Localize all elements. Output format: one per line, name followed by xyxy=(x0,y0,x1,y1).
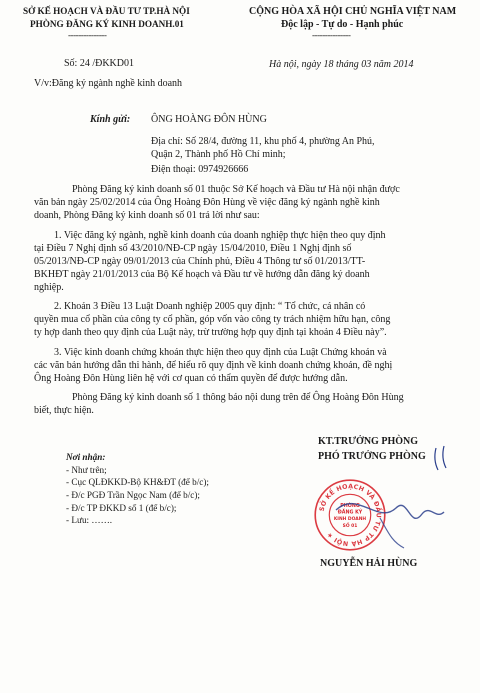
svg-text:ĐĂNG KÝ: ĐĂNG KÝ xyxy=(337,510,363,516)
recipients-item-2: - Cục QLĐKKD-Bộ KH&ĐT (để b/c); xyxy=(66,477,209,487)
recipients-item-4: - Đ/c TP ĐKKD số 1 (để b/c); xyxy=(66,503,177,513)
closing-line-2: biết, thực hiện. xyxy=(34,405,94,416)
svg-text:KINH DOANH: KINH DOANH xyxy=(333,517,367,523)
recipient-phone: Điện thoại: 0974926666 xyxy=(151,164,249,175)
agency-rule: --------------- xyxy=(68,30,107,40)
place-date: Hà nội, ngày 18 tháng 03 năm 2014 xyxy=(269,59,414,70)
intro-line-3: doanh, Phòng Đăng ký kinh doanh số 01 trả lời như sau: xyxy=(34,210,260,221)
item1-line-2: tại Điều 7 Nghị định số 43/2010/NĐ-CP ngày 15/04/2010, Điều 1 Nghị định số xyxy=(34,243,352,254)
recipient-address-2: Quận 2, Thành phố Hồ Chí minh; xyxy=(151,149,286,160)
subject-line: V/v:Đăng ký ngành nghề kinh doanh xyxy=(34,78,183,89)
item1-line-1: 1. Việc đăng ký ngành, nghề kinh doanh của doanh nghiệp thực hiện theo quy định xyxy=(54,230,386,241)
document-number: Số: 24 /ĐKKD01 xyxy=(64,58,135,69)
svg-text:PHÒNG: PHÒNG xyxy=(340,503,360,509)
item3-line-3: Ông Hoàng Đôn Hùng liên hệ với cơ quan có thẩm quyền để được hướng dẫn. xyxy=(34,373,348,384)
agency-name: SỞ KẾ HOẠCH VÀ ĐẦU TƯ TP.HÀ NỘI xyxy=(23,6,190,16)
signer-name: NGUYỄN HẢI HÙNG xyxy=(320,558,418,569)
signature-title-1: KT.TRƯỞNG PHÒNG xyxy=(318,436,418,447)
item1-line-3: 05/2013/NĐ-CP ngày 09/01/2013 của Chính phủ, Điều 4 Thông tư số 01/2013/TT- xyxy=(34,256,366,267)
country-rule: --------------- xyxy=(312,30,351,40)
recipients-item-3: - Đ/c PGĐ Trần Ngọc Nam (để b/c); xyxy=(66,490,200,500)
item2-line-3: ty hợp danh theo quy định của Luật này, trừ trường hợp quy định tại khoản 4 Điều này”. xyxy=(34,327,387,338)
motto: Độc lập - Tự do - Hạnh phúc xyxy=(281,19,404,30)
closing-line-1: Phòng Đăng ký kinh doanh số 1 thông báo nội dung trên để Ông Hoàng Đôn Hùng xyxy=(72,392,404,403)
intro-line-2: văn bản ngày 25/02/2014 của Ông Hoàng Đôn Hùng về việc đăng ký ngành nghề kinh xyxy=(34,197,380,208)
item2-line-1: 2. Khoản 3 Điều 13 Luật Doanh nghiệp 2005 quy định: “ Tổ chức, cá nhân có xyxy=(54,301,366,312)
department-name: PHÒNG ĐĂNG KÝ KINH DOANH.01 xyxy=(30,19,184,29)
handwritten-signature xyxy=(318,470,458,560)
recipient-name: ÔNG HOÀNG ĐÔN HÙNG xyxy=(151,114,267,125)
recipients-item-1: - Như trên; xyxy=(66,465,107,475)
svg-text:SỐ 01: SỐ 01 xyxy=(342,523,358,529)
country-name: CỘNG HÒA XÃ HỘI CHỦ NGHĨA VIỆT NAM xyxy=(249,6,457,17)
svg-text:SỞ KẾ HOẠCH VÀ ĐẦU TƯ TP HÀ NỘ: SỞ KẾ HOẠCH VÀ ĐẦU TƯ TP HÀ NỘI ★ xyxy=(318,483,382,547)
recipient-address-1: Địa chỉ: Số 28/4, đường 11, khu phố 4, phường An Phú, xyxy=(151,136,375,147)
item3-line-2: các văn bản hướng dẫn thi hành, để hiểu rõ quy định về kinh doanh chứng khoán, đề nghị xyxy=(34,360,393,371)
item3-line-1: 3. Việc kinh doanh chứng khoán thực hiện theo quy định của Luật Chứng khoán và xyxy=(54,347,387,358)
recipients-item-5: - Lưu: ……. xyxy=(66,515,113,525)
item1-line-4: BKHĐT ngày 21/01/2013 của Bộ Kế hoạch và Đầu tư về hướng dẫn đăng ký doanh xyxy=(34,269,370,280)
signature-title-2: PHÓ TRƯỞNG PHÒNG xyxy=(318,451,426,462)
recipient-label: Kính gửi: xyxy=(90,114,131,125)
item2-line-2: quyền mua cổ phần của công ty cổ phần, góp vốn vào công ty trách nhiệm hữu hạn, công xyxy=(34,314,391,325)
item1-line-5: nghiệp. xyxy=(34,282,64,293)
recipients-title: Nơi nhận: xyxy=(66,452,106,462)
initials-mark xyxy=(430,444,454,472)
intro-line-1: Phòng Đăng ký kinh doanh số 01 thuộc Sở Kế hoạch và Đầu tư Hà nội nhận được xyxy=(72,184,400,195)
